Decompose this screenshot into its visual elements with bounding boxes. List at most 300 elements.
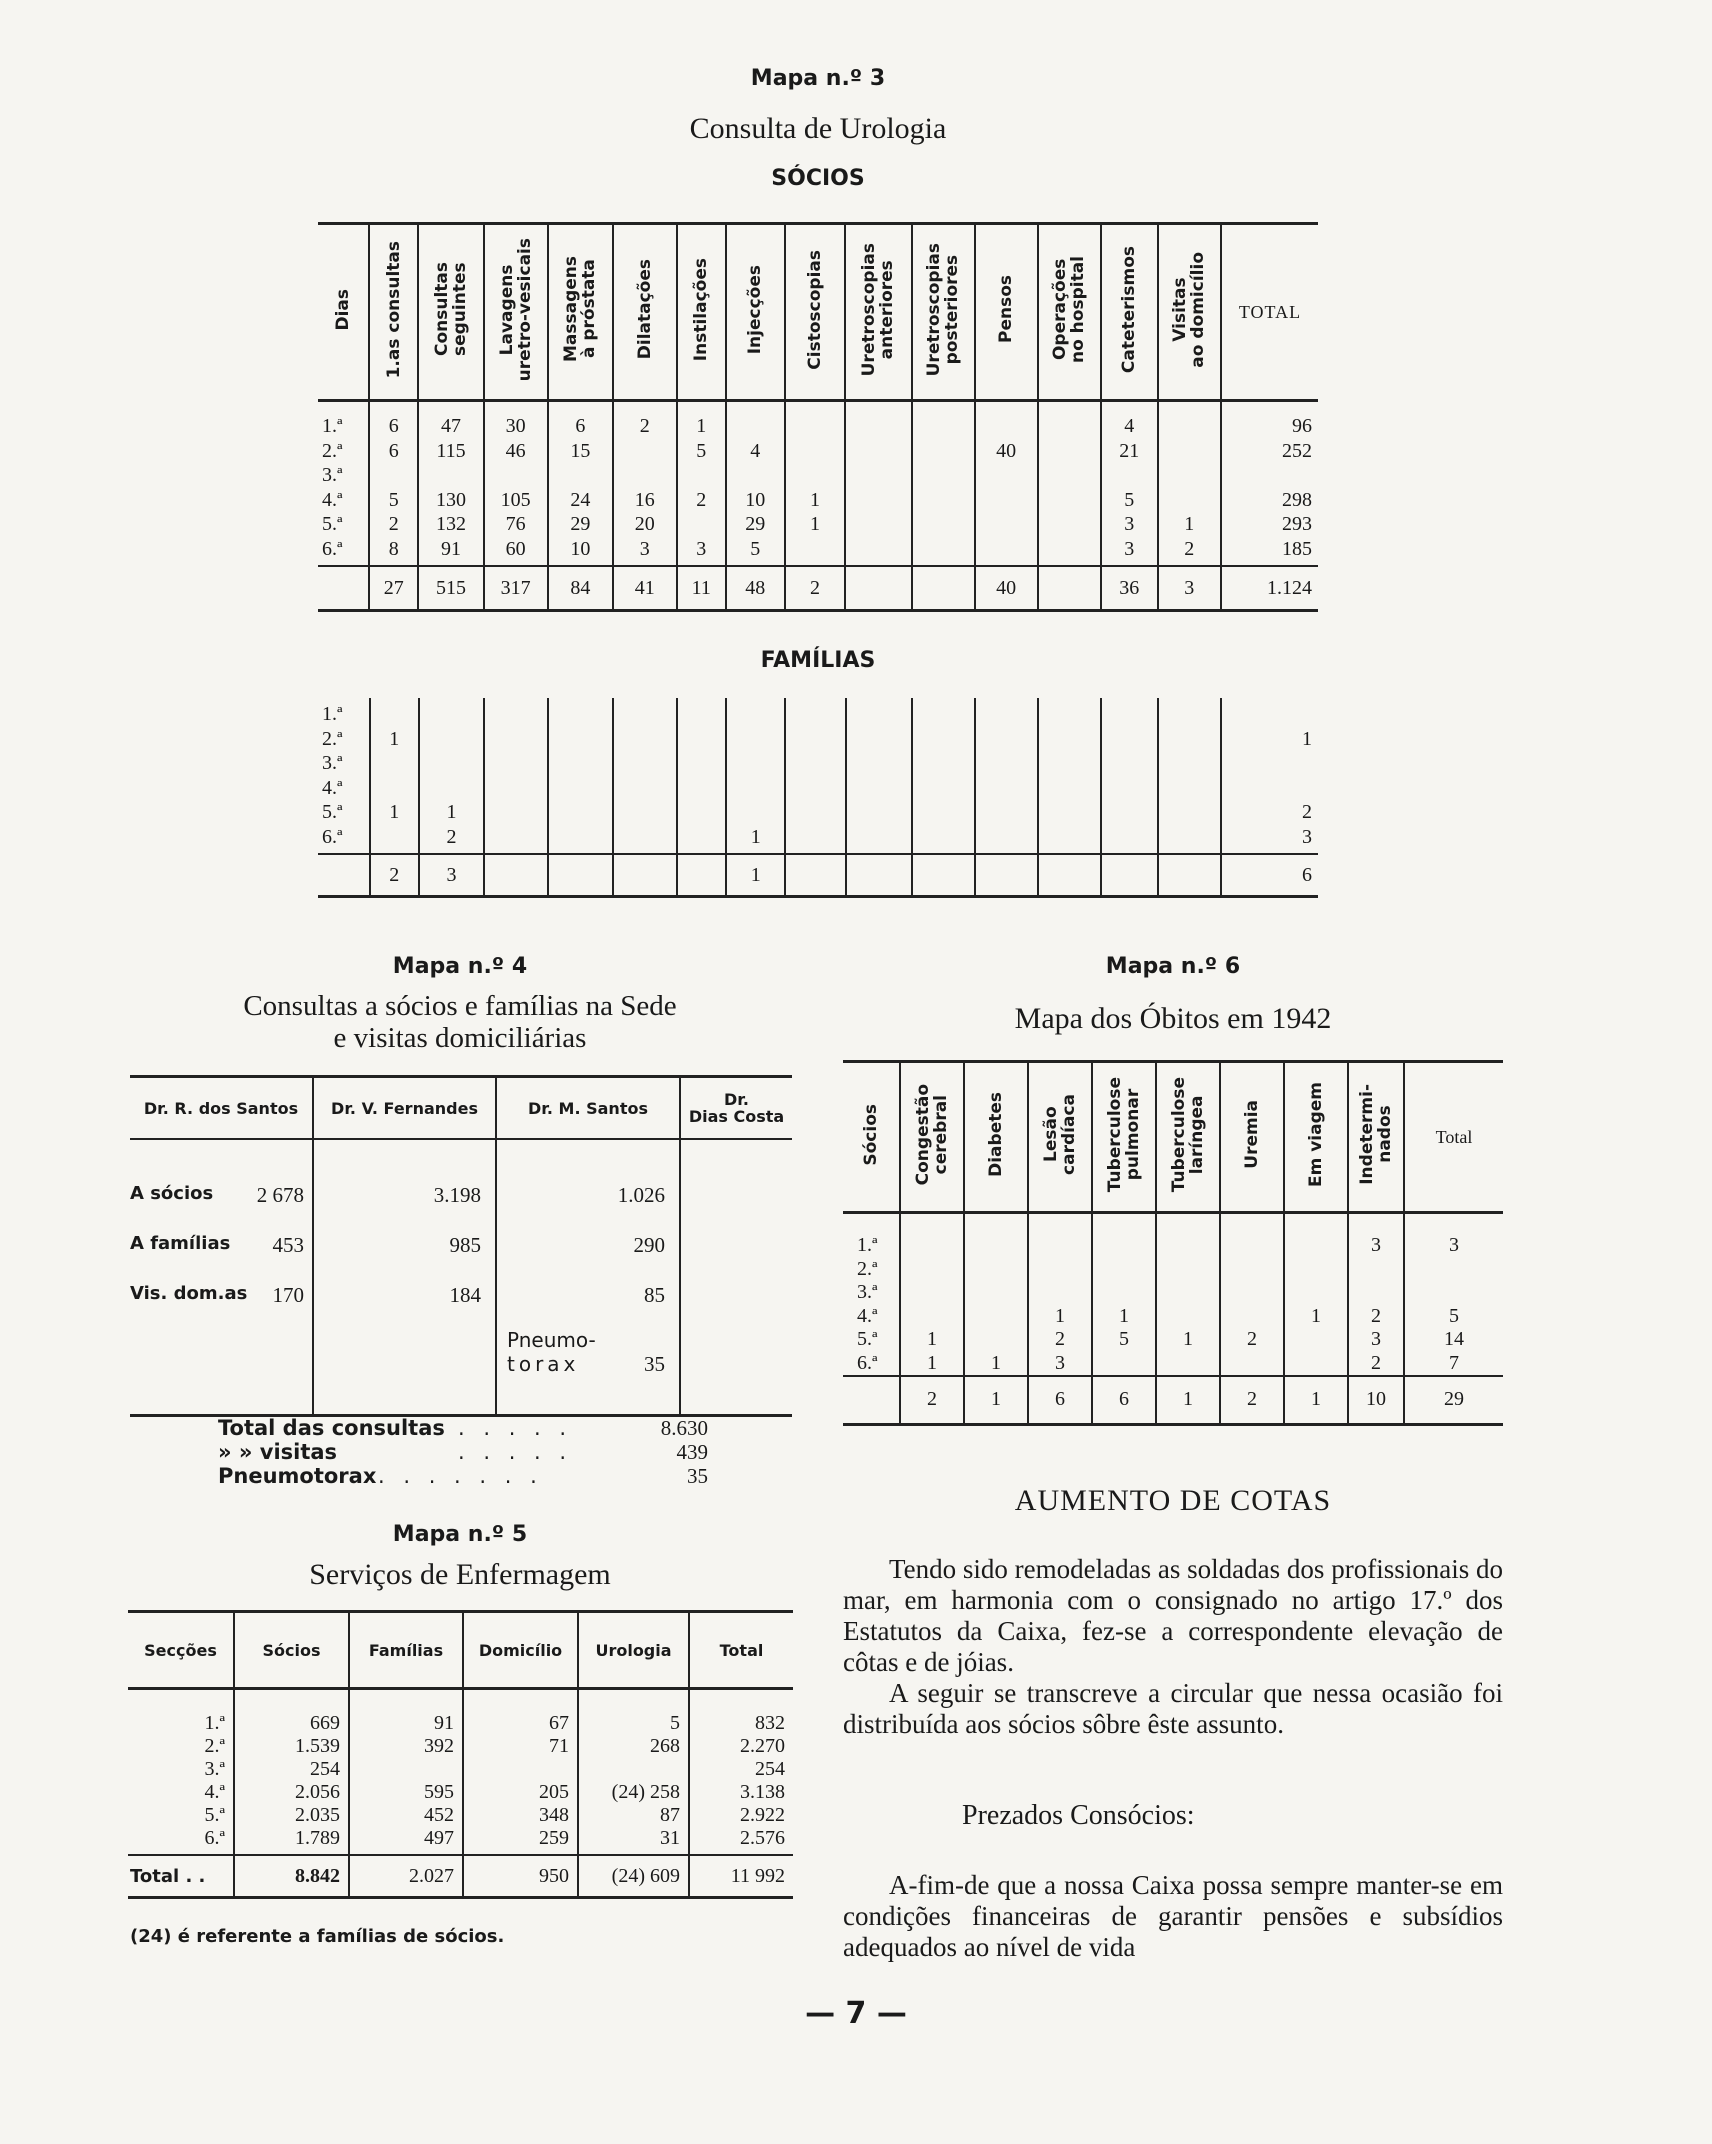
table-cell bbox=[1156, 1305, 1220, 1329]
table-cell bbox=[1158, 751, 1221, 776]
table-total-cell: 29 bbox=[1404, 1376, 1503, 1425]
table-row bbox=[318, 776, 1318, 801]
table-cell bbox=[1038, 776, 1101, 801]
table-cell bbox=[613, 727, 677, 752]
table-cell bbox=[912, 488, 975, 513]
table-cell: 46 bbox=[484, 439, 548, 464]
table-cell: 298 bbox=[1221, 488, 1318, 513]
table-cell: 5.ª bbox=[322, 801, 343, 823]
table-cell bbox=[548, 751, 613, 776]
table-total-row bbox=[318, 566, 1318, 611]
table-cell bbox=[130, 1139, 313, 1220]
table-cell bbox=[1038, 698, 1101, 727]
mapa6-col-header bbox=[1348, 1062, 1404, 1213]
mapa6-col-label: Congestão cerebral bbox=[913, 1083, 951, 1186]
table-cell: 5.ª bbox=[204, 1804, 225, 1826]
table-cell: 3 bbox=[1101, 512, 1158, 537]
table-cell: 40 bbox=[975, 439, 1038, 464]
table-total-cell: 1 bbox=[1156, 1376, 1220, 1425]
table-cell bbox=[369, 463, 418, 488]
mapa3-col-label: Instilações bbox=[691, 257, 712, 362]
table-total-cell bbox=[484, 854, 548, 897]
table-total-cell: 84 bbox=[548, 566, 613, 611]
table-cell bbox=[1220, 1352, 1284, 1377]
table-cell bbox=[912, 776, 975, 801]
table-cell: 252 bbox=[1221, 439, 1318, 464]
table-cell: 185 bbox=[1221, 537, 1318, 567]
mapa4-summary-row bbox=[218, 1440, 718, 1464]
table-cell bbox=[846, 698, 912, 727]
table-cell bbox=[912, 463, 975, 488]
table-cell: 105 bbox=[484, 488, 548, 513]
table-cell bbox=[1404, 1281, 1503, 1305]
table-cell: 1 bbox=[419, 800, 484, 825]
mapa4-header-r-santos: Dr. R. dos Santos bbox=[130, 1077, 313, 1140]
table-cell: 5 bbox=[578, 1689, 689, 1736]
mapa3-col-header bbox=[318, 224, 369, 401]
table-cell: 14 bbox=[1404, 1328, 1503, 1352]
table-cell bbox=[785, 463, 846, 488]
table-cell bbox=[484, 463, 548, 488]
mapa6-title: Mapa n.º 6 bbox=[1105, 954, 1241, 979]
table-row bbox=[318, 698, 1318, 727]
table-cell: 1.ª bbox=[322, 415, 343, 437]
table-cell: 3.ª bbox=[857, 1281, 878, 1303]
table-cell bbox=[1284, 1281, 1348, 1305]
table-cell bbox=[1101, 727, 1158, 752]
table-cell bbox=[419, 727, 484, 752]
table-total-cell bbox=[785, 854, 846, 897]
table-total-cell bbox=[975, 854, 1038, 897]
table-cell: 4.ª bbox=[322, 488, 343, 511]
mapa4-pneumo-value: 35 bbox=[644, 1352, 665, 1376]
table-cell: 2 bbox=[369, 512, 418, 537]
mapa6-col-label: Lesão cardíaca bbox=[1041, 1094, 1079, 1175]
mapa4-header-m-santos: Dr. M. Santos bbox=[496, 1077, 680, 1140]
table-cell bbox=[845, 463, 911, 488]
table-cell bbox=[578, 1758, 689, 1781]
table-cell bbox=[912, 401, 975, 439]
table-total-cell: 1 bbox=[964, 1376, 1028, 1425]
table-cell: 2.ª bbox=[322, 727, 343, 750]
table-cell bbox=[677, 698, 726, 727]
table-cell: 1 bbox=[1221, 727, 1318, 752]
table-row bbox=[128, 1735, 793, 1758]
table-cell bbox=[785, 698, 846, 727]
table-cell bbox=[1220, 1281, 1284, 1305]
table-total-cell bbox=[846, 854, 912, 897]
table-cell: 1 bbox=[785, 512, 846, 537]
table-total-cell bbox=[845, 566, 911, 611]
table-cell bbox=[1404, 1258, 1503, 1282]
mapa3-col-header bbox=[484, 224, 548, 401]
mapa4-summary-label: Total das consultas bbox=[218, 1416, 445, 1440]
table-cell bbox=[1092, 1352, 1156, 1377]
table-cell: 3 bbox=[1101, 537, 1158, 567]
table-row bbox=[318, 512, 1318, 537]
mapa3-col-label: Lavagens uretro-vesicais bbox=[496, 237, 535, 382]
table-cell bbox=[1028, 1281, 1092, 1305]
table-total-cell: 2 bbox=[370, 854, 419, 897]
mapa3-col-header bbox=[548, 224, 613, 401]
mapa6-col-label: Diabetes bbox=[986, 1092, 1006, 1177]
table-cell bbox=[1101, 751, 1158, 776]
aumento-paragraph-3: A-fim-de que a nossa Caixa possa sempre manter-se em condições financeiras de garantir pensões e subsídios adequados ao nível de vida bbox=[843, 1870, 1503, 1962]
table-cell bbox=[1038, 463, 1101, 488]
mapa6-col-label: Uremia bbox=[1242, 1100, 1262, 1169]
table-cell: 4.ª bbox=[204, 1781, 225, 1803]
table-cell bbox=[846, 825, 912, 855]
mapa6-col-header bbox=[900, 1062, 964, 1213]
table-cell bbox=[726, 698, 785, 727]
table-cell: 205 bbox=[463, 1781, 578, 1804]
table-cell: 1.ª bbox=[204, 1712, 225, 1734]
table-cell bbox=[370, 825, 419, 855]
mapa5-col-header: Urologia bbox=[578, 1612, 689, 1689]
table-cell bbox=[726, 800, 785, 825]
table-total-cell bbox=[912, 566, 975, 611]
table-cell bbox=[613, 825, 677, 855]
table-cell bbox=[1038, 727, 1101, 752]
table-cell: 1 bbox=[1028, 1305, 1092, 1329]
table-total-cell: 36 bbox=[1101, 566, 1158, 611]
table-cell bbox=[419, 698, 484, 727]
table-total-cell: 1 bbox=[1284, 1376, 1348, 1425]
mapa3-section-socios: SÓCIOS bbox=[771, 166, 865, 191]
table-cell bbox=[677, 800, 726, 825]
table-cell bbox=[900, 1305, 964, 1329]
table-cell: 3 bbox=[677, 537, 726, 567]
mapa4-header-dias-costa: Dr. Dias Costa bbox=[680, 1077, 792, 1140]
table-cell: 290 bbox=[496, 1220, 680, 1270]
table-cell bbox=[419, 776, 484, 801]
table-total-cell bbox=[912, 854, 975, 897]
table-cell bbox=[1038, 512, 1101, 537]
table-cell bbox=[1158, 698, 1221, 727]
table-cell: 2 bbox=[1028, 1328, 1092, 1352]
table-cell: 5.ª bbox=[857, 1328, 878, 1350]
table-row bbox=[843, 1281, 1503, 1305]
table-row bbox=[318, 488, 1318, 513]
table-cell: 392 bbox=[349, 1735, 463, 1758]
table-cell: 1 bbox=[677, 401, 726, 439]
mapa3-col-header bbox=[912, 224, 975, 401]
table-cell: 832 bbox=[689, 1689, 793, 1736]
mapa4-pneumo-line2 bbox=[507, 1352, 679, 1376]
table-cell bbox=[677, 512, 726, 537]
table-cell bbox=[484, 800, 548, 825]
table-cell bbox=[964, 1281, 1028, 1305]
table-cell bbox=[1101, 698, 1158, 727]
table-cell bbox=[370, 751, 419, 776]
table-cell bbox=[1158, 439, 1221, 464]
table-total-cell bbox=[843, 1376, 900, 1425]
table-row bbox=[130, 1139, 792, 1220]
table-cell bbox=[1101, 463, 1158, 488]
mapa3-familias-table bbox=[318, 698, 1318, 898]
mapa4-row-label: A famílias bbox=[130, 1232, 231, 1254]
table-cell bbox=[1158, 800, 1221, 825]
table-cell bbox=[785, 537, 846, 567]
table-total-cell: 41 bbox=[613, 566, 677, 611]
table-total-cell: 3 bbox=[419, 854, 484, 897]
mapa4-summary-value: 35 bbox=[687, 1464, 708, 1488]
table-cell: 6 bbox=[369, 401, 418, 439]
table-row bbox=[128, 1781, 793, 1804]
table-cell: 1 bbox=[370, 800, 419, 825]
table-total-cell bbox=[1101, 854, 1158, 897]
table-cell: 5 bbox=[677, 439, 726, 464]
table-cell bbox=[846, 776, 912, 801]
table-cell bbox=[130, 1270, 313, 1320]
table-cell: 348 bbox=[463, 1804, 578, 1827]
page-number: — 7 — bbox=[805, 1996, 907, 2031]
aumento-paragraph-1: Tendo sido remodeladas as soldadas dos profissionais do mar, em harmonia com o consignado no artigo 17.º dos Estatutos da Caixa, fez-se a correspondente elevação de côtas e de jóias. bbox=[843, 1554, 1503, 1677]
mapa3-col-label: Uretroscopias anteriores bbox=[859, 242, 898, 377]
table-cell bbox=[1284, 1213, 1348, 1258]
table-cell bbox=[912, 698, 975, 727]
mapa4-table bbox=[130, 1075, 792, 1417]
mapa3-subtitle: Consulta de Urologia bbox=[689, 112, 947, 145]
table-cell bbox=[726, 401, 785, 439]
mapa4-row-value: 453 bbox=[272, 1232, 304, 1257]
mapa6-col-label: Tuberculose pulmonar bbox=[1105, 1076, 1143, 1193]
mapa3-col-header bbox=[418, 224, 483, 401]
table-cell: 87 bbox=[578, 1804, 689, 1827]
table-cell bbox=[1038, 537, 1101, 567]
mapa3-col-header bbox=[1101, 224, 1158, 401]
table-cell bbox=[964, 1213, 1028, 1258]
table-cell bbox=[1284, 1258, 1348, 1282]
mapa4-summary-row bbox=[218, 1464, 718, 1488]
mapa3-col-header bbox=[726, 224, 785, 401]
table-cell: 24 bbox=[548, 488, 613, 513]
mapa3-col-header bbox=[1038, 224, 1101, 401]
table-cell bbox=[677, 751, 726, 776]
table-total-cell: 2.027 bbox=[349, 1855, 463, 1898]
table-cell: 2.270 bbox=[689, 1735, 793, 1758]
table-row bbox=[128, 1758, 793, 1781]
table-cell bbox=[1028, 1213, 1092, 1258]
table-total-cell bbox=[1038, 854, 1101, 897]
table-cell: 2.ª bbox=[204, 1735, 225, 1757]
table-cell: 1 bbox=[1156, 1328, 1220, 1352]
table-row bbox=[318, 800, 1318, 825]
table-cell bbox=[130, 1320, 313, 1416]
table-cell bbox=[1156, 1281, 1220, 1305]
table-cell bbox=[680, 1320, 792, 1416]
table-cell bbox=[726, 463, 785, 488]
table-cell bbox=[1221, 751, 1318, 776]
table-cell: 254 bbox=[234, 1758, 349, 1781]
table-cell bbox=[484, 776, 548, 801]
mapa4-summary-label: Pneumotorax bbox=[218, 1464, 377, 1488]
mapa4-summary bbox=[218, 1416, 718, 1488]
mapa4-pneumo-label-2: torax bbox=[507, 1352, 580, 1376]
mapa4-summary-dots: . . . . . bbox=[458, 1440, 573, 1464]
table-cell: 1.ª bbox=[857, 1234, 878, 1256]
table-cell bbox=[1038, 751, 1101, 776]
table-cell: 71 bbox=[463, 1735, 578, 1758]
table-cell bbox=[613, 776, 677, 801]
mapa5-col-header: Sócios bbox=[234, 1612, 349, 1689]
mapa3-col-header bbox=[845, 224, 911, 401]
table-cell: 29 bbox=[548, 512, 613, 537]
table-cell bbox=[613, 751, 677, 776]
table-cell: 5 bbox=[1101, 488, 1158, 513]
table-cell: 130 bbox=[418, 488, 483, 513]
mapa4-summary-label: » » visitas bbox=[218, 1440, 338, 1464]
table-cell: 1 bbox=[370, 727, 419, 752]
mapa3-col-label: 1.as consultas bbox=[383, 240, 404, 379]
table-cell bbox=[975, 537, 1038, 567]
table-cell bbox=[1158, 776, 1221, 801]
table-cell: 669 bbox=[234, 1689, 349, 1736]
table-cell: 6.ª bbox=[322, 825, 343, 848]
mapa4-row-label: A sócios bbox=[130, 1182, 214, 1204]
table-cell: 452 bbox=[349, 1804, 463, 1827]
table-cell bbox=[845, 439, 911, 464]
table-total-cell: 6 bbox=[1221, 854, 1318, 897]
table-cell bbox=[1284, 1352, 1348, 1377]
table-cell bbox=[900, 1213, 964, 1258]
table-cell: 985 bbox=[313, 1220, 496, 1270]
mapa3-col-label: Injecções bbox=[745, 264, 766, 355]
table-total-cell: 48 bbox=[726, 566, 785, 611]
table-cell bbox=[975, 512, 1038, 537]
table-cell bbox=[1158, 488, 1221, 513]
table-cell: 132 bbox=[418, 512, 483, 537]
table-cell bbox=[680, 1220, 792, 1270]
mapa3-col-header bbox=[677, 224, 726, 401]
table-cell: 3.ª bbox=[204, 1758, 225, 1780]
mapa6-col-header bbox=[1092, 1062, 1156, 1213]
table-cell bbox=[548, 463, 613, 488]
mapa3-title: Mapa n.º 3 bbox=[750, 66, 886, 91]
table-cell bbox=[845, 488, 911, 513]
table-cell: 3 bbox=[1028, 1352, 1092, 1377]
table-cell: 5 bbox=[1092, 1328, 1156, 1352]
table-cell: 20 bbox=[613, 512, 677, 537]
table-row bbox=[130, 1320, 792, 1416]
table-cell bbox=[975, 825, 1038, 855]
table-cell bbox=[677, 825, 726, 855]
mapa4-subtitle bbox=[130, 990, 790, 1054]
mapa3-col-label: Cateterismos bbox=[1119, 245, 1140, 374]
table-total-cell: (24) 609 bbox=[578, 1855, 689, 1898]
table-cell: 6 bbox=[548, 401, 613, 439]
table-total-cell: Total . . bbox=[128, 1855, 234, 1898]
table-row bbox=[318, 439, 1318, 464]
table-cell bbox=[1158, 825, 1221, 855]
table-cell bbox=[726, 751, 785, 776]
table-cell bbox=[548, 825, 613, 855]
table-cell: 85 bbox=[496, 1270, 680, 1320]
table-cell bbox=[975, 800, 1038, 825]
table-total-cell bbox=[677, 854, 726, 897]
table-cell bbox=[419, 751, 484, 776]
table-cell: 6.ª bbox=[857, 1351, 878, 1374]
mapa6-col-label: Tuberculose laríngea bbox=[1169, 1076, 1207, 1193]
table-total-cell: 11 992 bbox=[689, 1855, 793, 1898]
table-cell bbox=[1038, 439, 1101, 464]
table-total-cell bbox=[613, 854, 677, 897]
table-cell bbox=[548, 698, 613, 727]
mapa4-summary-row bbox=[218, 1416, 718, 1440]
table-cell: (24) 258 bbox=[578, 1781, 689, 1804]
mapa3-section-familias: FAMÍLIAS bbox=[760, 648, 876, 673]
table-cell bbox=[912, 439, 975, 464]
mapa5-subtitle: Serviços de Enfermagem bbox=[309, 1558, 611, 1591]
mapa3-col-header: TOTAL bbox=[1221, 224, 1318, 401]
mapa4-subtitle-line2: e visitas domiciliárias bbox=[333, 1022, 587, 1054]
mapa6-table bbox=[843, 1060, 1503, 1426]
aumento-heading: AUMENTO DE COTAS bbox=[1014, 1484, 1332, 1517]
mapa4-pneumo-cell bbox=[496, 1320, 680, 1416]
table-total-row bbox=[128, 1855, 793, 1898]
table-cell bbox=[964, 1305, 1028, 1329]
mapa6-col-header bbox=[843, 1062, 900, 1213]
table-cell bbox=[912, 825, 975, 855]
table-total-row bbox=[843, 1376, 1503, 1425]
mapa3-col-header bbox=[613, 224, 677, 401]
aumento-salutation: Prezados Consócios: bbox=[962, 1800, 1195, 1831]
mapa4-row-value: 170 bbox=[272, 1282, 304, 1307]
table-cell: 7 bbox=[1404, 1352, 1503, 1377]
table-cell: 1.ª bbox=[322, 703, 343, 725]
table-cell bbox=[912, 751, 975, 776]
table-total-cell bbox=[1038, 566, 1101, 611]
table-cell bbox=[418, 463, 483, 488]
table-cell: 3.198 bbox=[313, 1139, 496, 1220]
table-cell bbox=[1092, 1213, 1156, 1258]
table-cell: 6.ª bbox=[322, 537, 343, 560]
mapa3-col-label: Pensos bbox=[996, 275, 1017, 344]
table-cell bbox=[975, 698, 1038, 727]
mapa4-subtitle-line1: Consultas a sócios e famílias na Sede bbox=[243, 990, 677, 1022]
table-cell bbox=[1092, 1258, 1156, 1282]
table-cell bbox=[1101, 825, 1158, 855]
table-cell bbox=[349, 1758, 463, 1781]
table-cell bbox=[313, 1320, 496, 1416]
table-cell: 91 bbox=[349, 1689, 463, 1736]
table-row bbox=[318, 751, 1318, 776]
table-cell: 2.922 bbox=[689, 1804, 793, 1827]
table-total-cell: 2 bbox=[1220, 1376, 1284, 1425]
table-cell: 2 bbox=[1348, 1352, 1404, 1377]
table-cell bbox=[845, 537, 911, 567]
table-cell: 67 bbox=[463, 1689, 578, 1736]
table-cell: 91 bbox=[418, 537, 483, 567]
table-cell: 1 bbox=[900, 1328, 964, 1352]
mapa3-col-header bbox=[369, 224, 418, 401]
table-cell: 2 bbox=[419, 825, 484, 855]
mapa6-col-header bbox=[964, 1062, 1028, 1213]
table-cell bbox=[912, 800, 975, 825]
table-row bbox=[128, 1804, 793, 1827]
mapa6-col-header bbox=[1028, 1062, 1092, 1213]
table-cell: 5.ª bbox=[322, 513, 343, 535]
table-cell: 21 bbox=[1101, 439, 1158, 464]
table-cell bbox=[975, 727, 1038, 752]
table-cell bbox=[900, 1258, 964, 1282]
table-cell bbox=[912, 512, 975, 537]
table-cell bbox=[484, 727, 548, 752]
table-cell bbox=[677, 776, 726, 801]
table-cell bbox=[463, 1758, 578, 1781]
mapa3-col-label: Dilatações bbox=[634, 259, 655, 360]
table-cell bbox=[1038, 488, 1101, 513]
